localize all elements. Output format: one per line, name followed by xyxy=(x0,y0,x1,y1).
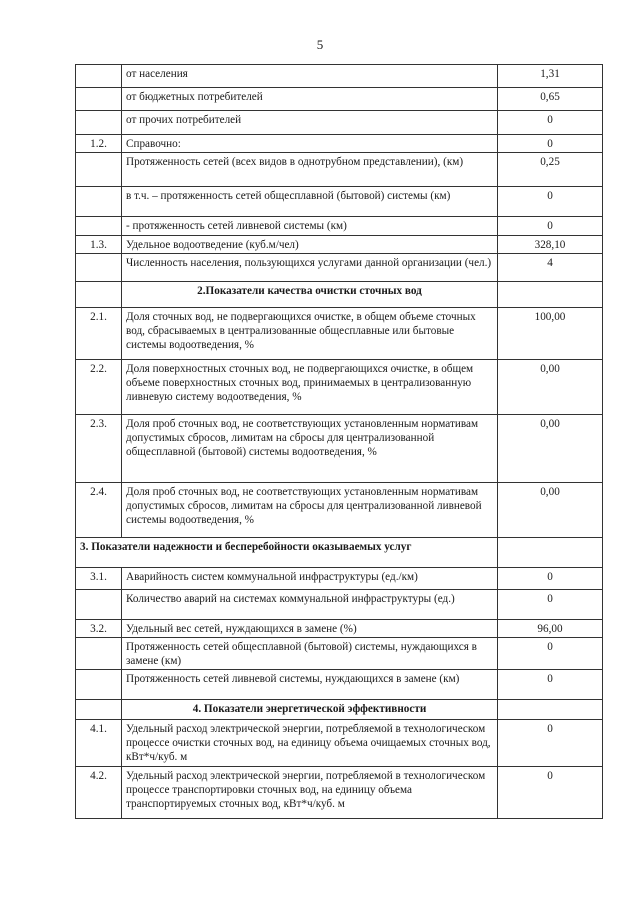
section-header-row xyxy=(76,700,603,720)
row-number: 2.2. xyxy=(76,360,122,415)
table-row xyxy=(76,88,603,111)
row-text: Справочно: xyxy=(122,135,498,153)
row-text: Удельный расход электрической энергии, потребляемой в технологическом процессе очистки сточных вод, на единицу объема очищаемых сточных вод, кВт*ч/куб. м xyxy=(122,720,498,767)
row-value: 0 xyxy=(498,111,603,135)
row-number xyxy=(76,638,122,670)
row-number xyxy=(76,282,122,308)
section-header-row xyxy=(76,282,603,308)
table-row xyxy=(76,767,603,819)
table-row xyxy=(76,720,603,767)
table-row xyxy=(76,153,603,187)
row-value: 0 xyxy=(498,135,603,153)
table-row xyxy=(76,483,603,538)
row-value: 100,00 xyxy=(498,308,603,360)
row-text: от прочих потребителей xyxy=(122,111,498,135)
section-header-row xyxy=(76,538,603,568)
table-row xyxy=(76,217,603,236)
row-number: 2.1. xyxy=(76,308,122,360)
row-text: Численность населения, пользующихся услугами данной организации (чел.) xyxy=(122,254,498,282)
table-row xyxy=(76,236,603,254)
row-number xyxy=(76,65,122,88)
row-number xyxy=(76,88,122,111)
row-value: 0 xyxy=(498,720,603,767)
row-value: 0 xyxy=(498,670,603,700)
table-row xyxy=(76,187,603,217)
row-text: в т.ч. – протяженность сетей общесплавной (бытовой) системы (км) xyxy=(122,187,498,217)
table-row xyxy=(76,568,603,590)
row-value xyxy=(498,282,603,308)
row-text: Количество аварий на системах коммунальной инфраструктуры (ед.) xyxy=(122,590,498,620)
row-text: от населения xyxy=(122,65,498,88)
row-text: - протяженность сетей ливневой системы (км) xyxy=(122,217,498,236)
row-value xyxy=(498,700,603,720)
row-value: 0,00 xyxy=(498,483,603,538)
row-number: 4.1. xyxy=(76,720,122,767)
row-value: 0 xyxy=(498,767,603,819)
table-row xyxy=(76,254,603,282)
row-value: 0 xyxy=(498,187,603,217)
row-value: 0 xyxy=(498,638,603,670)
table-row xyxy=(76,415,603,483)
page-number: 5 xyxy=(316,37,324,52)
table-row xyxy=(76,620,603,638)
row-number xyxy=(76,670,122,700)
row-value: 0,25 xyxy=(498,153,603,187)
row-number: 2.4. xyxy=(76,483,122,538)
row-number xyxy=(76,187,122,217)
row-value: 328,10 xyxy=(498,236,603,254)
row-text: Протяженность сетей ливневой системы, нуждающихся в замене (км) xyxy=(122,670,498,700)
row-value: 4 xyxy=(498,254,603,282)
table-row xyxy=(76,590,603,620)
row-number xyxy=(76,590,122,620)
row-value: 0,00 xyxy=(498,415,603,483)
row-value: 0,00 xyxy=(498,360,603,415)
row-text: Доля поверхностных сточных вод, не подвергающихся очистке, в общем объеме поверхностных сточных вод, принимаемых в централизованную ливневую систему водоотведения, % xyxy=(122,360,498,415)
row-value: 1,31 xyxy=(498,65,603,88)
section-title: 2.Показатели качества очистки сточных вод xyxy=(122,282,498,308)
table-row xyxy=(76,135,603,153)
row-number xyxy=(76,254,122,282)
row-text: Протяженность сетей (всех видов в однотрубном представлении), (км) xyxy=(122,153,498,187)
row-text: от бюджетных потребителей xyxy=(122,88,498,111)
section-title: 4. Показатели энергетической эффективности xyxy=(122,700,498,720)
row-number: 3.2. xyxy=(76,620,122,638)
table-row xyxy=(76,638,603,670)
row-number: 1.2. xyxy=(76,135,122,153)
row-number xyxy=(76,217,122,236)
row-text: Аварийность систем коммунальной инфраструктуры (ед./км) xyxy=(122,568,498,590)
row-number: 4.2. xyxy=(76,767,122,819)
row-value xyxy=(498,538,603,568)
row-number xyxy=(76,153,122,187)
row-number: 3.1. xyxy=(76,568,122,590)
row-text: Удельный вес сетей, нуждающихся в замене (%) xyxy=(122,620,498,638)
row-number: 1.3. xyxy=(76,236,122,254)
row-text: Доля сточных вод, не подвергающихся очистке, в общем объеме сточных вод, сбрасываемых в централизованные общесплавные или бытовые системы водоотведения, % xyxy=(122,308,498,360)
row-value: 96,00 xyxy=(498,620,603,638)
row-text: Удельное водоотведение (куб.м/чел) xyxy=(122,236,498,254)
section-title: 3. Показатели надежности и бесперебойности оказываемых услуг xyxy=(76,538,498,568)
row-text: Удельный расход электрической энергии, потребляемой в технологическом процессе транспортировки сточных вод, на единицу объема транспортируемых сточных вод, кВт*ч/куб. м xyxy=(122,767,498,819)
table-row xyxy=(76,111,603,135)
row-value: 0 xyxy=(498,590,603,620)
table-row xyxy=(76,670,603,700)
row-number: 2.3. xyxy=(76,415,122,483)
table-row xyxy=(76,65,603,88)
table-row xyxy=(76,360,603,415)
indicators-table xyxy=(75,64,603,819)
row-text: Доля проб сточных вод, не соответствующих установленным нормативам допустимых сбросов, лимитам на сбросы для централизованной общесплавной (бытовой) системы водоотведения, % xyxy=(122,415,498,483)
row-value: 0 xyxy=(498,568,603,590)
row-text: Протяженность сетей общесплавной (бытовой) системы, нуждающихся в замене (км) xyxy=(122,638,498,670)
table-row xyxy=(76,308,603,360)
row-value: 0,65 xyxy=(498,88,603,111)
row-number xyxy=(76,700,122,720)
row-value: 0 xyxy=(498,217,603,236)
row-text: Доля проб сточных вод, не соответствующих установленным нормативам допустимых сбросов, лимитам на сбросы для централизованной ливневой системы водоотведения, % xyxy=(122,483,498,538)
row-number xyxy=(76,111,122,135)
